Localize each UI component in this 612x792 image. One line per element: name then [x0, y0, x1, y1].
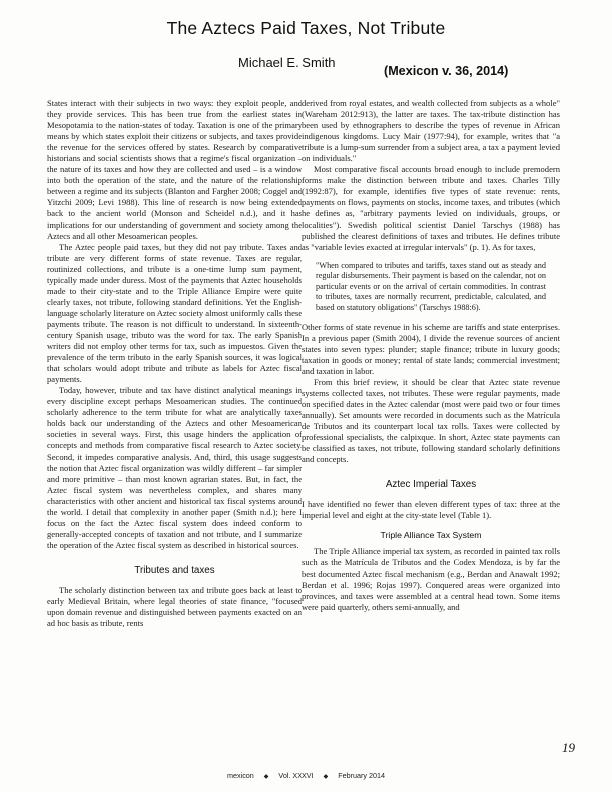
body-paragraph: The Aztec people paid taxes, but they did not pay tribute. Taxes and tribute are very different forms of state revenue. Taxes are regular, routinized collections, and tribute is a one-time lump sum payment, typically made under duress. Most of the payments that Aztec households made to their city-state and to the Triple Alliance Empire were quite clearly taxes, not tribute, following standard definitions. Yet the English-language scholarly literature on Aztec society almost uniformly calls these payments tribute. The reason is not difficult to understand. In sixteenth-century Spanish usage, tributo was the word for tax. The early Spanish writers did not employ other terms for tax, such as impuestos. Given the prevalence of the term tributo in the early Spanish sources, it was logical that scholars would adopt tribute and tribute as labels for Aztec fiscal payments. — [47, 241, 302, 385]
body-paragraph: Most comparative fiscal accounts broad enough to include premodern forms make the distinction between tribute and taxes. Charles Tilly (1992:87), for example, identifies five types of state revenue: rents, payments on flows, payments on stocks, income taxes, and tributes (which he defines as, "arbitrary payments levied on individuals, groups, or localities"). Swedish political scientist Daniel Tarschys (1988) has published the clearest definitions of taxes and tributes. He defines tribute as "variable levies exacted at irregular intervals" (p. 1). As for taxes, — [302, 164, 560, 252]
body-paragraph: Other forms of state revenue in his scheme are tariffs and state enterprises. In a previous paper (Smith 2004), I divide the revenue sources of ancient states into seven types: plunder; staple finance; tribute in luxury goods; taxation in goods or money; rental of state lands; commercial investment; and taxation in labor. — [302, 321, 560, 376]
body-paragraph: The scholarly distinction between tax and tribute goes back at least to early Medieval Britain, where legal theories of state finance, "focused upon domain revenue and distinguished between payments exacted on an ad hoc basis as tribute, rents — [47, 584, 302, 629]
footer-volume: Vol. XXXVI — [278, 771, 314, 780]
section-heading: Aztec Imperial Taxes — [385, 479, 477, 491]
body-paragraph: States interact with their subjects in two ways: they exploit people, and they provide services. This has been true from the earliest states in Mesopotamia to the nation-states of today. Taxation is one of the primary means by which states exploit their citizens or subjects, and taxes provide the revenue for the services offered by states. Research by comparative historians and social scientists shows that a regime's fiscal organization – the nature of its taxes and how they are collected and used – is a window into both the operation of the state, and the nature of the relationship between a regime and its subjects (Blanton and Fargher 2008; Coggel and Yitzchi 2009; Levi 1988). This line of research is now being extended back to the ancient world (Monson and Scheidel n.d.), and it has implications for our understanding of government and society among the Aztecs and all other Mesoamerican peoples. — [47, 98, 302, 241]
footer-date: February 2014 — [338, 771, 385, 780]
section-heading: Tributes and taxes — [134, 564, 215, 576]
body-paragraph: The Triple Alliance imperial tax system, as recorded in painted tax rolls such as the Matrícula de Tributos and the Codex Mendoza, is by far the best documented Aztec fiscal mechanism (e.g., Berdan and Anawalt 1992; Berdan et al. 1996; Rojas 1997). Conquered areas were organized into provinces, and taxes were assembled at a central head town. Some items were paid quarterly, others semi-annually, and — [302, 546, 560, 612]
footer-journal: mexicon — [227, 771, 254, 780]
block-quote: "When compared to tributes and tariffs, taxes stand out as steady and regular disbursements. Their payment is based on the calendar, not on particular events or on the arrival of certain commodities. In contrast to tributes, taxes are normally recurrent, predictable, calculated, and based on statutory obligations" (Tarschys 1988:6). — [316, 260, 546, 313]
body-paragraph: From this brief review, it should be clear that Aztec state revenue systems collected taxes, not tributes. These were regular payments, made on specified dates in the Aztec calendar (most were paid two or four times annually). Set amounts were recorded in documents such as the Matrícula de Tributos and its counterpart local tax rolls. Taxes were collected by professional specialists, the calpixque. In short, Aztec state payments can be classified as taxes, not tribute, following standard scholarly definitions and concepts. — [302, 376, 560, 465]
subsection-heading: Triple Alliance Tax System — [380, 530, 482, 541]
page-number: 19 — [562, 740, 575, 755]
body-paragraph: I have identified no fewer than eleven different types of tax: three at the imperial level and eight at the city-state level (Table 1). — [302, 499, 560, 521]
left-column — [47, 98, 302, 629]
page-footer — [0, 771, 612, 780]
diamond-icon: ◆ — [263, 774, 269, 780]
article-title: The Aztecs Paid Taxes, Not Tribute — [166, 18, 446, 38]
body-paragraph: derived from royal estates, and wealth collected from subjects as a whole" (Wareham 2012:913), the latter are taxes. The tax-tribute distinction has been used by ethnographers to describe the types of revenue in African indigenous kingdoms. Lucy Mair (1977:94), for example, writes that "a tribute is a lump-sum surrender from a subject area, a tax a payment levied on individuals." — [302, 98, 560, 164]
diamond-icon: ◆ — [323, 774, 329, 780]
body-paragraph: Today, however, tribute and tax have distinct analytical meanings in every discipline except perhaps Mesoamerican studies. The continued scholarly adherence to the term tribute for what are analytically taxes holds back our understanding of the Aztecs and other Mesoamerican societies in several ways. First, this usage hinders the application of concepts and methods from comparative fiscal research to Aztec society. Second, it impedes comparative analysis. And, third, this usage suggests the notion that Aztec fiscal organization was wildly different – far simpler and more primitive – than most known agrarian states. But, in fact, the Aztec fiscal system was nevertheless complex, and shares many characteristics with other ancient and historical tax fiscal systems around the world. I detail that complexity in another paper (Smith n.d.); here I focus on the fact the Aztec fiscal system does indeed conform to generally-accepted concepts of taxation and not tribute, and I summarize the operation of the Aztec fiscal system as described in historical sources. — [47, 385, 302, 550]
author-name: Michael E. Smith — [238, 55, 336, 70]
right-column — [302, 98, 560, 613]
citation-note: (Mexicon v. 36, 2014) — [384, 64, 509, 78]
